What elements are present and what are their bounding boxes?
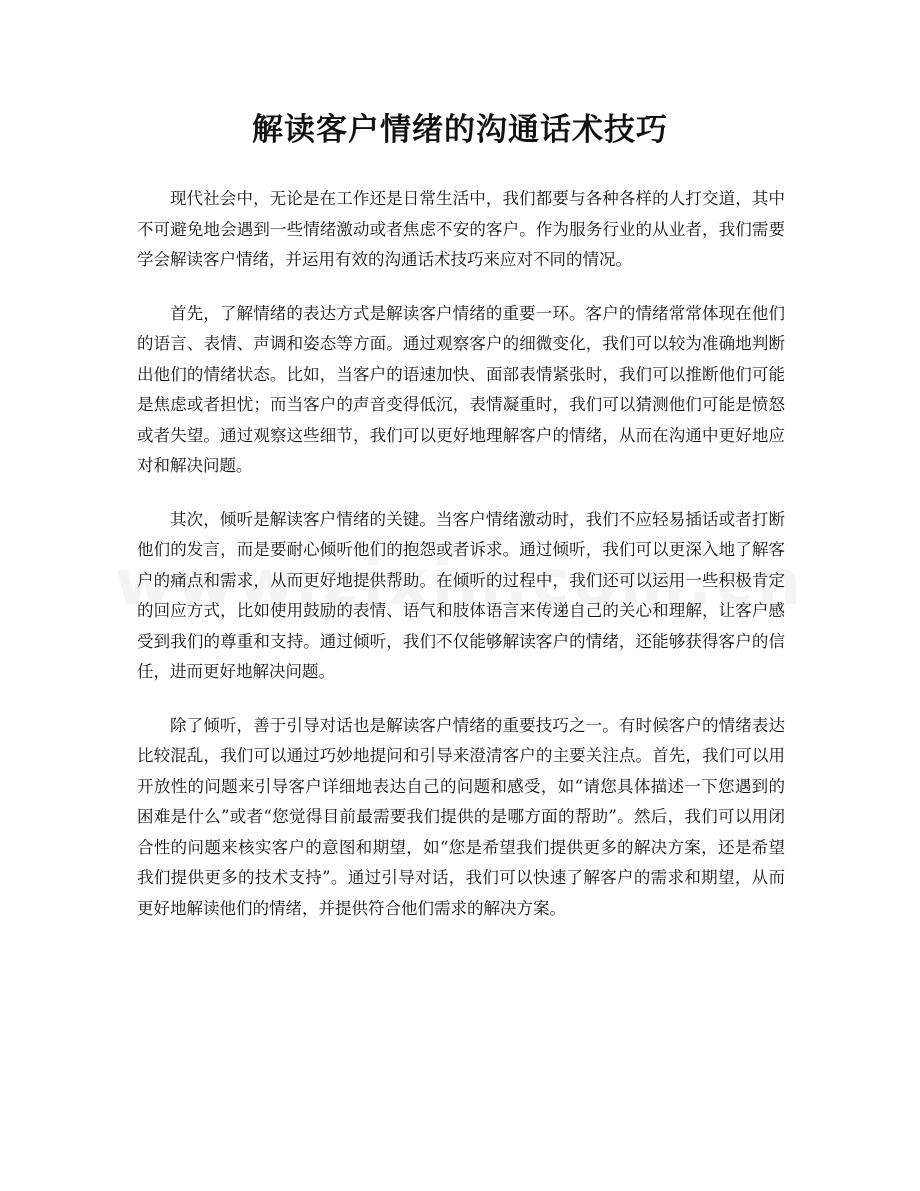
document-body (137, 184, 785, 947)
paragraph-1: 现代社会中，无论是在工作还是日常生活中，我们都要与各种各样的人打交道，其中不可避免地会遇到一些情绪激动或者焦虑不安的客户。作为服务行业的从业者，我们需要学会解读客户情绪，并运用有效的沟通话术技巧来应对不同的情况。 (137, 189, 785, 269)
document-title: 解读客户情绪的沟通话术技巧 (252, 112, 668, 148)
paragraph-2: 首先，了解情绪的表达方式是解读客户情绪的重要一环。客户的情绪常常体现在他们的语言、表情、声调和姿态等方面。通过观察客户的细微变化，我们可以较为准确地判断出他们的情绪状态。比如，当客户的语速加快、面部表情紧张时，我们可以推断他们可能是焦虑或者担忧；而当客户的声音变得低沉，表情凝重时，我们可以猜测他们可能是愤怒或者失望。通过观察这些细节，我们可以更好地理解客户的情绪，从而在沟通中更好地应对和解决问题。 (137, 303, 785, 475)
paragraph-3: 其次，倾听是解读客户情绪的关键。当客户情绪激动时，我们不应轻易插话或者打断他们的发言，而是要耐心倾听他们的抱怨或者诉求。通过倾听，我们可以更深入地了解客户的痛点和需求，从而更好地提供帮助。在倾听的过程中，我们还可以运用一些积极肯定的回应方式，比如使用鼓励的表情、语气和肢体语言来传递自己的关心和理解，让客户感受到我们的尊重和支持。通过倾听，我们不仅能够解读客户的情绪，还能够获得客户的信任，进而更好地解决问题。 (137, 509, 785, 681)
paragraph-4: 除了倾听，善于引导对话也是解读客户情绪的重要技巧之一。有时候客户的情绪表达比较混乱，我们可以通过巧妙地提问和引导来澄清客户的主要关注点。首先，我们可以用开放性的问题来引导客户详细地表达自己的问题和感受，如“请您具体描述一下您遇到的困难是什么”或者“您觉得目前最需要我们提供的是哪方面的帮助”。然后，我们可以用闭合性的问题来核实客户的意图和期望，如“您是希望我们提供更多的解决方案，还是希望我们提供更多的技术支持”。通过引导对话，我们可以快速了解客户的需求和期望，从而更好地解读他们的情绪，并提供符合他们需求的解决方案。 (137, 715, 785, 918)
